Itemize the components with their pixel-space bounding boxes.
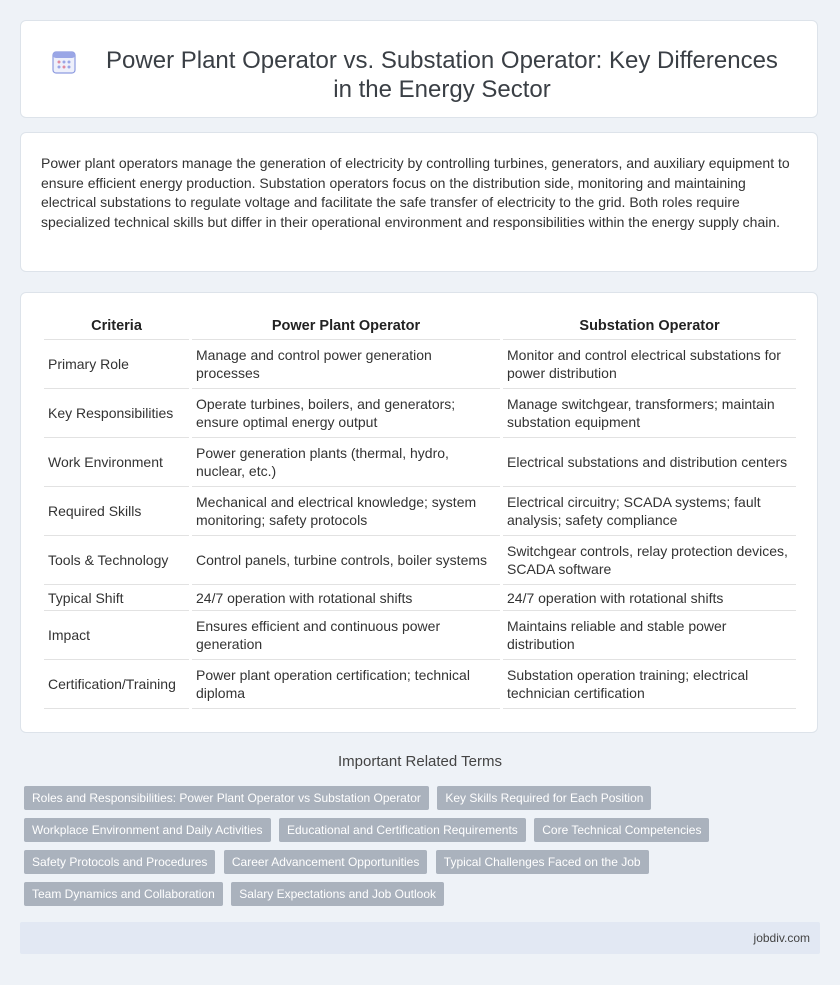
power-plant-cell: Ensures efficient and continuous power generation — [192, 611, 500, 660]
table-row — [44, 340, 796, 389]
substation-cell: Substation operation training; electrical technician certification — [503, 660, 796, 709]
substation-cell: Monitor and control electrical substations for power distribution — [503, 340, 796, 389]
table-row — [44, 438, 796, 487]
related-term-tag[interactable]: Salary Expectations and Job Outlook — [231, 882, 444, 906]
power-plant-cell: Control panels, turbine controls, boiler systems — [192, 536, 500, 585]
header-criteria: Criteria — [44, 315, 189, 340]
table-header-row — [44, 315, 796, 340]
criteria-cell: Certification/Training — [44, 660, 189, 709]
related-term-tag[interactable]: Career Advancement Opportunities — [224, 850, 427, 874]
substation-cell: Manage switchgear, transformers; maintain substation equipment — [503, 389, 796, 438]
calendar-icon — [51, 49, 77, 75]
page-title: Power Plant Operator vs. Substation Operator: Key Differences in the Energy Sector — [106, 47, 778, 103]
comparison-table — [41, 315, 799, 709]
substation-cell: Electrical circuitry; SCADA systems; fault analysis; safety compliance — [503, 487, 796, 536]
power-plant-cell: Power plant operation certification; technical diploma — [192, 660, 500, 709]
related-terms-title: Important Related Terms — [338, 753, 502, 770]
criteria-cell: Primary Role — [44, 340, 189, 389]
header-substation-operator: Substation Operator — [503, 315, 796, 340]
criteria-cell: Work Environment — [44, 438, 189, 487]
power-plant-cell: Power generation plants (thermal, hydro, nuclear, etc.) — [192, 438, 500, 487]
related-terms-list — [24, 786, 814, 914]
header-power-plant-operator: Power Plant Operator — [192, 315, 500, 340]
power-plant-cell: Manage and control power generation processes — [192, 340, 500, 389]
table-row — [44, 660, 796, 709]
comparison-card — [20, 292, 818, 733]
header-card — [20, 20, 818, 118]
related-term-tag[interactable]: Roles and Responsibilities: Power Plant Operator vs Substation Operator — [24, 786, 429, 810]
title-wrap — [21, 21, 817, 104]
power-plant-cell: Mechanical and electrical knowledge; system monitoring; safety protocols — [192, 487, 500, 536]
criteria-cell: Required Skills — [44, 487, 189, 536]
table-row — [44, 611, 796, 660]
table-row — [44, 585, 796, 611]
power-plant-cell: 24/7 operation with rotational shifts — [192, 585, 500, 611]
intro-text: Power plant operators manage the generation of electricity by controlling turbines, generators, and auxiliary equipment to ensure efficient energy production. Substation operators focus on the distribution side, monitoring and maintaining electrical substations to regulate voltage and facilitate the safe transfer of electricity to the grid. Both roles require specialized technical skills but differ in their operational environment and responsibilities within the energy supply chain. — [41, 155, 790, 230]
intro-card — [20, 132, 818, 272]
criteria-cell: Impact — [44, 611, 189, 660]
related-term-tag[interactable]: Typical Challenges Faced on the Job — [436, 850, 649, 874]
criteria-cell: Tools & Technology — [44, 536, 189, 585]
table-row — [44, 389, 796, 438]
related-term-tag[interactable]: Workplace Environment and Daily Activities — [24, 818, 271, 842]
substation-cell: Maintains reliable and stable power distribution — [503, 611, 796, 660]
table-row — [44, 536, 796, 585]
substation-cell: Switchgear controls, relay protection devices, SCADA software — [503, 536, 796, 585]
table-row — [44, 487, 796, 536]
footer-site-link[interactable]: jobdiv.com — [753, 931, 810, 945]
related-term-tag[interactable]: Safety Protocols and Procedures — [24, 850, 215, 874]
footer-bar — [20, 922, 820, 954]
power-plant-cell: Operate turbines, boilers, and generators; ensure optimal energy output — [192, 389, 500, 438]
related-term-tag[interactable]: Team Dynamics and Collaboration — [24, 882, 223, 906]
criteria-cell: Key Responsibilities — [44, 389, 189, 438]
related-term-tag[interactable]: Educational and Certification Requirements — [279, 818, 526, 842]
substation-cell: 24/7 operation with rotational shifts — [503, 585, 796, 611]
criteria-cell: Typical Shift — [44, 585, 189, 611]
related-term-tag[interactable]: Core Technical Competencies — [534, 818, 709, 842]
related-term-tag[interactable]: Key Skills Required for Each Position — [437, 786, 651, 810]
substation-cell: Electrical substations and distribution centers — [503, 438, 796, 487]
